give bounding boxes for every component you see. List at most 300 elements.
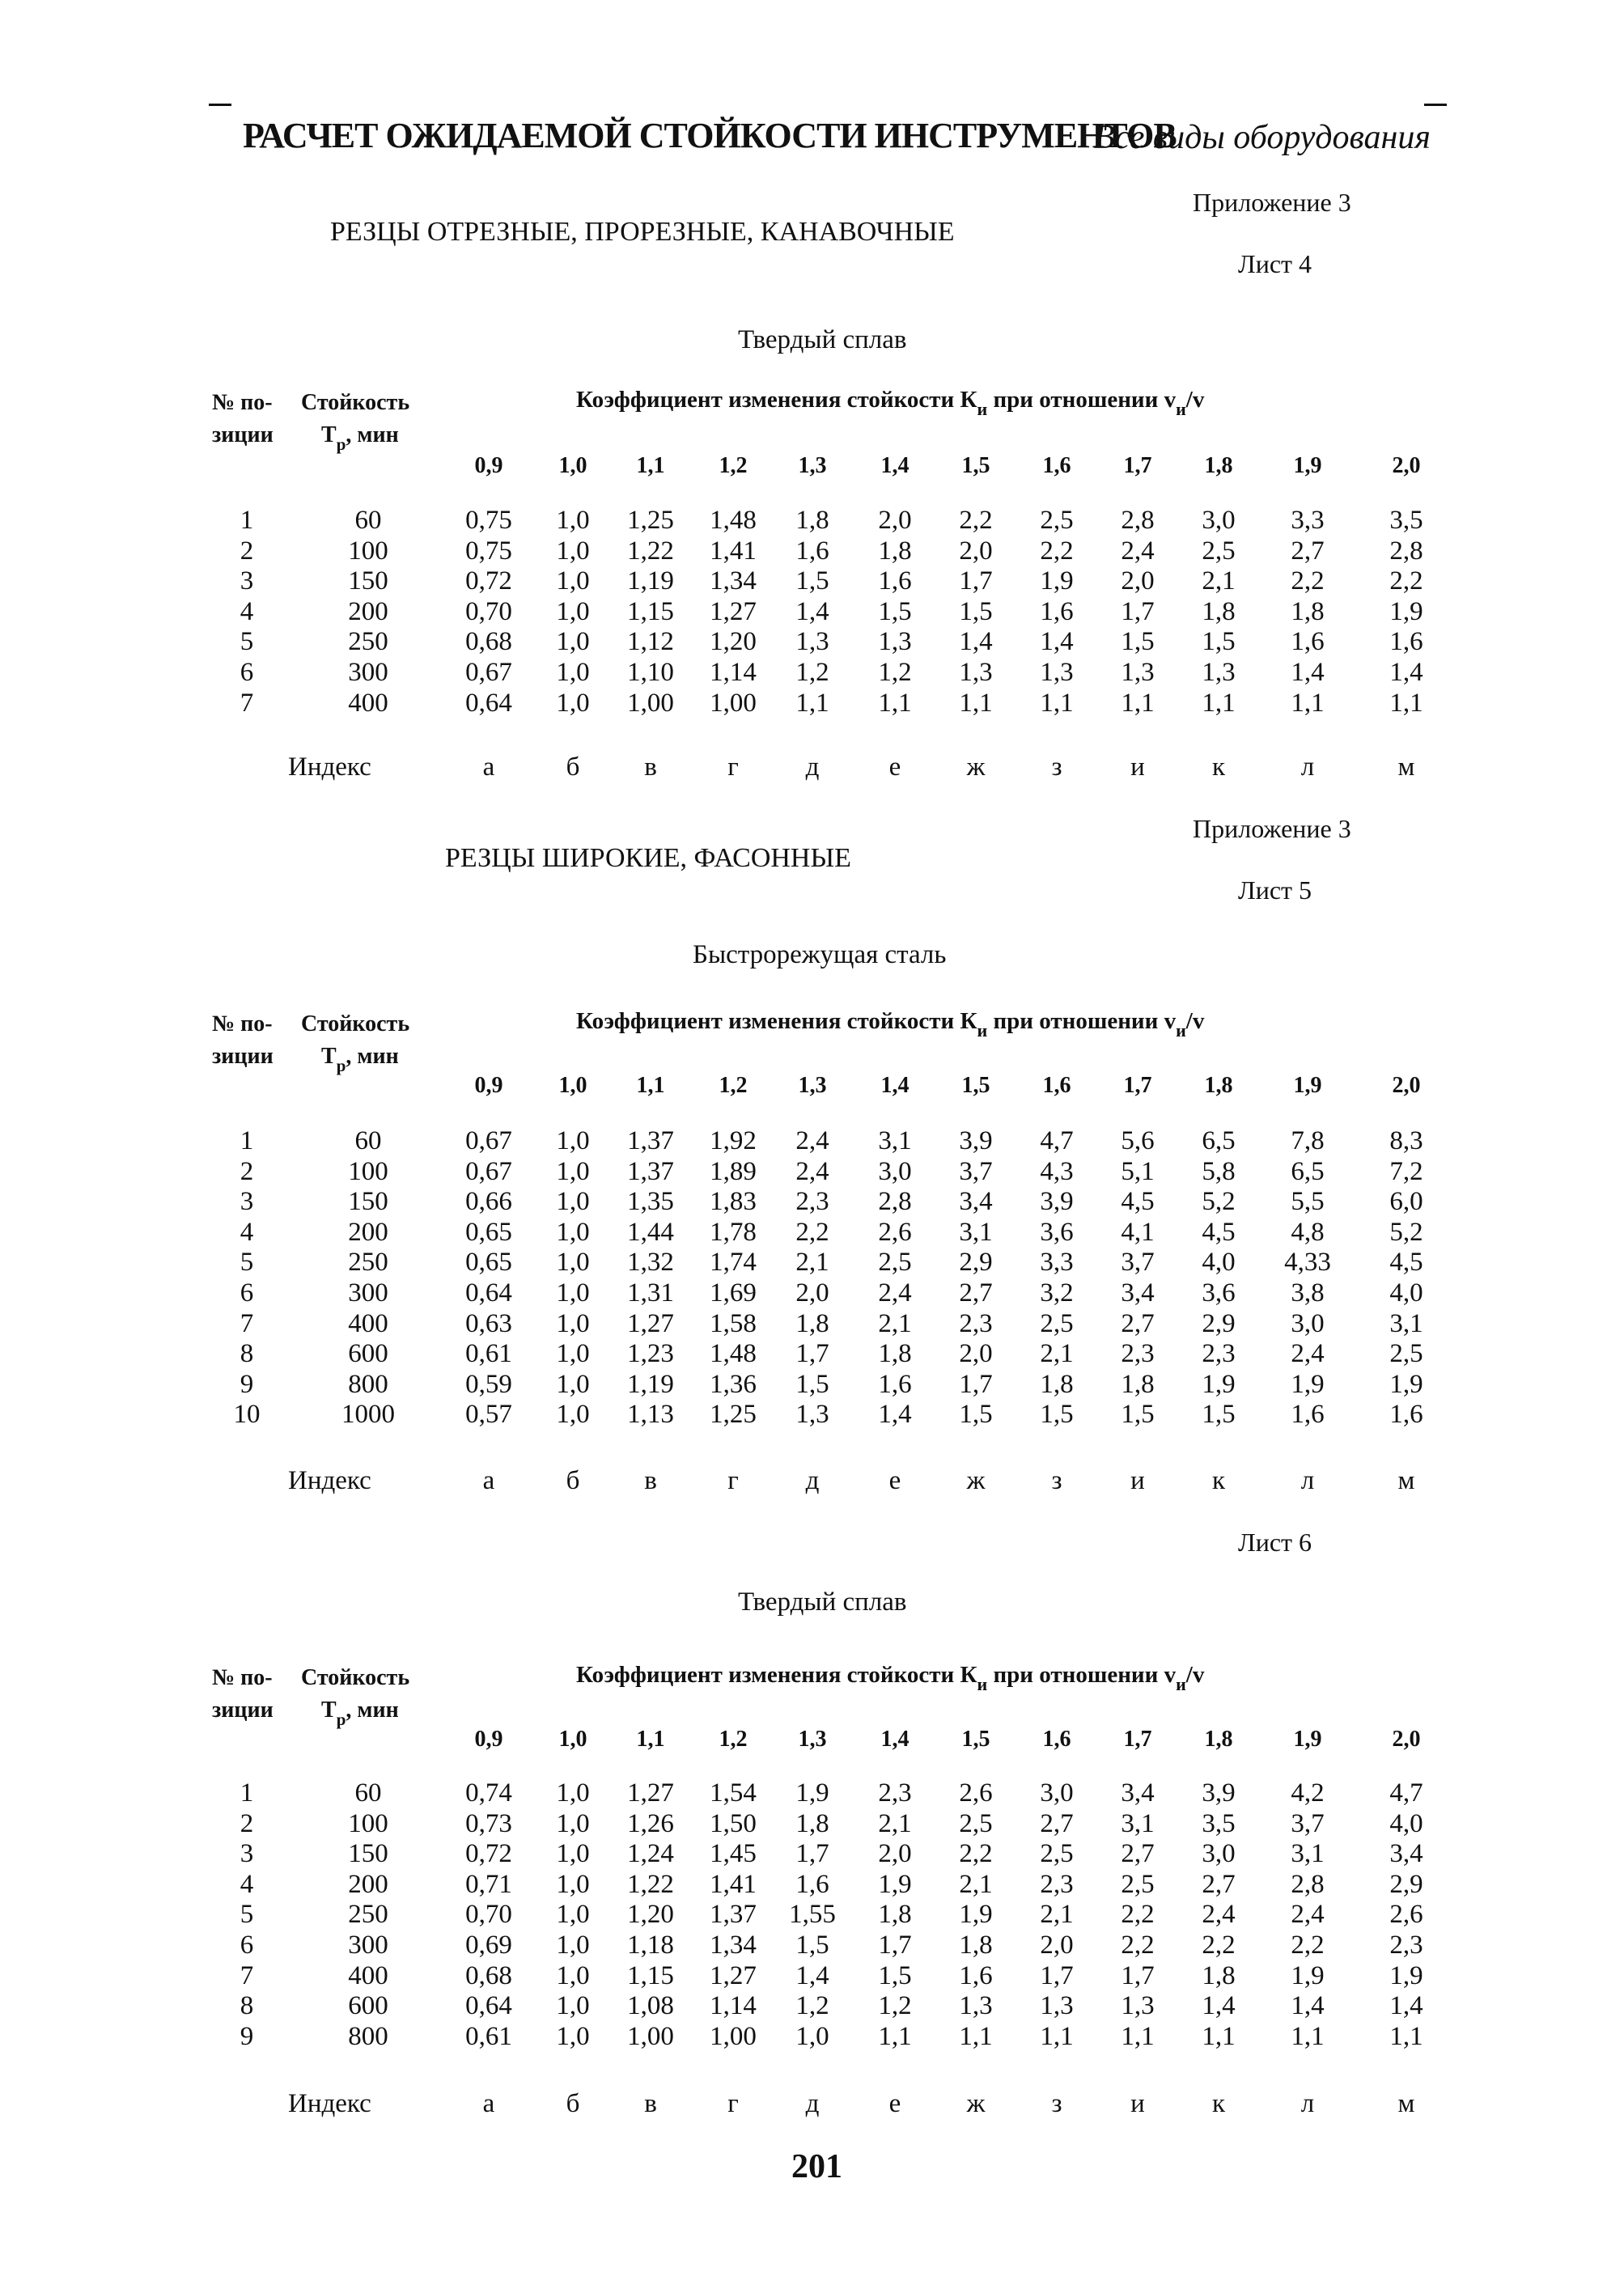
index-letter: в <box>644 1466 657 1495</box>
coefficient-cell: 1,1 <box>1040 689 1074 718</box>
coefficient-cell: 0,67 <box>465 1126 512 1155</box>
position-cell: 1 <box>240 506 254 535</box>
coefficient-cell: 1,23 <box>627 1339 674 1368</box>
coefficient-cell: 1,20 <box>710 627 757 656</box>
coefficient-cell: 1,8 <box>795 1309 829 1338</box>
coefficient-cell: 3,0 <box>1202 506 1236 535</box>
coefficient-cell: 1,25 <box>627 506 674 535</box>
coefficient-cell: 4,0 <box>1389 1809 1423 1838</box>
tool-life-cell: 250 <box>348 1900 388 1929</box>
coefficient-cell: 1,0 <box>556 1370 590 1399</box>
coefficient-cell: 2,5 <box>1389 1339 1423 1368</box>
position-cell: 4 <box>240 1870 254 1899</box>
position-cell: 5 <box>240 1248 254 1277</box>
tool-life-cell: 600 <box>348 1339 388 1368</box>
coefficient-cell: 2,1 <box>1202 566 1236 596</box>
ratio-header: 1,9 <box>1293 1073 1322 1098</box>
coefficient-cell: 1,1 <box>1389 689 1423 718</box>
coefficient-cell: 1,18 <box>627 1931 674 1960</box>
coefficient-cell: 2,4 <box>1291 1900 1325 1929</box>
coefficient-cell: 1,8 <box>1040 1370 1074 1399</box>
position-cell: 6 <box>240 1931 254 1960</box>
coefficient-cell: 4,5 <box>1202 1218 1236 1247</box>
coefficient-cell: 3,1 <box>878 1126 912 1155</box>
tool-life-header: Стойкость $Т_р$, мин <box>301 390 410 454</box>
coefficient-cell: 5,8 <box>1202 1157 1236 1186</box>
coefficient-cell: 4,5 <box>1389 1248 1423 1277</box>
coefficient-cell: 1,9 <box>1040 566 1074 596</box>
coefficient-cell: 1,9 <box>1389 597 1423 626</box>
coefficient-cell: 2,2 <box>1121 1900 1155 1929</box>
coefficient-cell: 3,0 <box>1202 1839 1236 1868</box>
coefficient-cell: 1,1 <box>1121 2022 1155 2051</box>
coefficient-cell: 0,72 <box>465 566 512 596</box>
coefficient-cell: 2,5 <box>1121 1870 1155 1899</box>
position-cell: 5 <box>240 1900 254 1929</box>
coefficient-cell: 0,72 <box>465 1839 512 1868</box>
coefficient-cell: 1,7 <box>795 1839 829 1868</box>
position-cell: 4 <box>240 597 254 626</box>
coefficient-cell: 1,1 <box>1291 689 1325 718</box>
coefficient-cell: 1,19 <box>627 1370 674 1399</box>
coefficient-cell: 2,3 <box>1121 1339 1155 1368</box>
coefficient-cell: 1,4 <box>1291 1991 1325 2020</box>
coefficient-cell: 0,59 <box>465 1370 512 1399</box>
coefficient-cell: 3,2 <box>1040 1278 1074 1308</box>
tool-life-header: Стойкость $Т_р$, мин <box>301 1011 410 1075</box>
coefficient-cell: 2,1 <box>878 1809 912 1838</box>
ratio-header: 1,4 <box>880 1727 910 1752</box>
coefficient-cell: 0,57 <box>465 1400 512 1429</box>
coefficient-cell: 1,10 <box>627 658 674 687</box>
tool-life-cell: 800 <box>348 2022 388 2051</box>
coefficient-cell: 1,1 <box>1202 2022 1236 2051</box>
coefficient-cell: 1,24 <box>627 1839 674 1868</box>
coefficient-cell: 1,0 <box>556 1870 590 1899</box>
coefficient-cell: 4,3 <box>1040 1157 1074 1186</box>
coefficient-cell: 1,0 <box>556 1931 590 1960</box>
coefficient-cell: 3,4 <box>1121 1278 1155 1308</box>
coefficient-cell: 1,2 <box>878 1991 912 2020</box>
coefficient-cell: 0,75 <box>465 506 512 535</box>
coefficient-cell: 1,0 <box>795 2022 829 2051</box>
tool-life-cell: 200 <box>348 1218 388 1247</box>
coefficient-cell: 1,48 <box>710 506 757 535</box>
coefficient-cell: 1,7 <box>878 1931 912 1960</box>
coefficient-cell: 7,8 <box>1291 1126 1325 1155</box>
coefficient-cell: 0,63 <box>465 1309 512 1338</box>
coefficient-cell: 1,19 <box>627 566 674 596</box>
coefficient-cell: 2,3 <box>959 1309 993 1338</box>
coefficient-cell: 1,89 <box>710 1157 757 1186</box>
position-cell: 4 <box>240 1218 254 1247</box>
coefficient-cell: 2,6 <box>1389 1900 1423 1929</box>
coefficient-cell: 0,61 <box>465 2022 512 2051</box>
coefficient-cell: 1,27 <box>627 1309 674 1338</box>
coefficient-cell: 1,0 <box>556 597 590 626</box>
ratio-header: 2,0 <box>1392 1073 1421 1098</box>
coefficient-cell: 1,0 <box>556 2022 590 2051</box>
ratio-header: 1,8 <box>1204 1073 1233 1098</box>
coefficient-cell: 1,27 <box>710 1961 757 1990</box>
coefficient-cell: 6,5 <box>1291 1157 1325 1186</box>
coefficient-cell: 1,2 <box>795 1991 829 2020</box>
position-cell: 2 <box>240 1157 254 1186</box>
coefficient-cell: 1,54 <box>710 1778 757 1808</box>
coefficient-cell: 0,64 <box>465 1278 512 1308</box>
coefficient-cell: 1,20 <box>627 1900 674 1929</box>
coefficient-cell: 1,2 <box>795 658 829 687</box>
coefficient-cell: 1,0 <box>556 627 590 656</box>
coefficient-cell: 3,3 <box>1040 1248 1074 1277</box>
coefficient-cell: 1,8 <box>878 1900 912 1929</box>
coefficient-header: Коэффициент изменения стойкости $К_и$ при отношении $v_и/v$ <box>576 1008 1205 1041</box>
tool-life-cell: 150 <box>348 1839 388 1868</box>
coefficient-cell: 2,7 <box>959 1278 993 1308</box>
index-letter: д <box>805 1466 820 1495</box>
coefficient-cell: 1,1 <box>878 2022 912 2051</box>
coefficient-cell: 1,48 <box>710 1339 757 1368</box>
position-cell: 10 <box>233 1400 261 1429</box>
coefficient-cell: 5,2 <box>1202 1187 1236 1216</box>
coefficient-cell: 1,1 <box>795 689 829 718</box>
ratio-header: 1,1 <box>636 1073 665 1098</box>
coefficient-cell: 1,3 <box>1121 1991 1155 2020</box>
annex-label: Приложение 3 <box>1193 814 1351 843</box>
index-letter: и <box>1130 1466 1145 1495</box>
coefficient-cell: 2,7 <box>1121 1839 1155 1868</box>
coefficient-cell: 2,3 <box>795 1187 829 1216</box>
ratio-header: 1,1 <box>636 453 665 478</box>
tool-life-cell: 300 <box>348 658 388 687</box>
tool-life-header: Стойкость $Т_р$, мин <box>301 1665 410 1729</box>
position-cell: 9 <box>240 1370 254 1399</box>
coefficient-cell: 1,0 <box>556 1900 590 1929</box>
coefficient-cell: 1,08 <box>627 1991 674 2020</box>
index-letter: ж <box>966 2089 986 2118</box>
coefficient-cell: 5,1 <box>1121 1157 1155 1186</box>
tool-life-cell: 60 <box>354 1126 382 1155</box>
coefficient-cell: 1,14 <box>710 658 757 687</box>
coefficient-cell: 1,0 <box>556 1187 590 1216</box>
coefficient-cell: 1,37 <box>627 1126 674 1155</box>
coefficient-cell: 4,0 <box>1202 1248 1236 1277</box>
coefficient-cell: 1,8 <box>1202 597 1236 626</box>
coefficient-cell: 1,1 <box>1202 689 1236 718</box>
tool-life-cell: 400 <box>348 1309 388 1338</box>
coefficient-cell: 1,3 <box>878 627 912 656</box>
coefficient-cell: 2,0 <box>1040 1931 1074 1960</box>
coefficient-cell: 1,6 <box>878 566 912 596</box>
index-letter: б <box>566 752 580 782</box>
section-title: РЕЗЦЫ ОТРЕЗНЫЕ, ПРОРЕЗНЫЕ, КАНАВОЧНЫЕ <box>330 217 955 247</box>
coefficient-cell: 1,5 <box>878 597 912 626</box>
coefficient-cell: 1,1 <box>959 2022 993 2051</box>
coefficient-cell: 4,1 <box>1121 1218 1155 1247</box>
ratio-header: 1,8 <box>1204 453 1233 478</box>
ratio-header: 1,1 <box>636 1727 665 1752</box>
coefficient-cell: 3,1 <box>1389 1309 1423 1338</box>
coefficient-cell: 1,3 <box>795 1400 829 1429</box>
coefficient-cell: 0,70 <box>465 1900 512 1929</box>
coefficient-cell: 1,0 <box>556 658 590 687</box>
coefficient-cell: 0,68 <box>465 627 512 656</box>
coefficient-cell: 1,7 <box>959 566 993 596</box>
coefficient-cell: 2,2 <box>1291 1931 1325 1960</box>
position-header: № по- зиции <box>212 1011 273 1069</box>
coefficient-cell: 1,25 <box>710 1400 757 1429</box>
coefficient-cell: 1,8 <box>795 1809 829 1838</box>
coefficient-cell: 1,1 <box>959 689 993 718</box>
coefficient-cell: 3,9 <box>959 1126 993 1155</box>
coefficient-cell: 2,1 <box>795 1248 829 1277</box>
index-letter: з <box>1051 2089 1062 2118</box>
coefficient-cell: 2,4 <box>878 1278 912 1308</box>
coefficient-cell: 4,7 <box>1389 1778 1423 1808</box>
coefficient-cell: 1,3 <box>795 627 829 656</box>
coefficient-cell: 1,5 <box>795 566 829 596</box>
index-letter: л <box>1300 2089 1315 2118</box>
coefficient-cell: 2,2 <box>1291 566 1325 596</box>
coefficient-cell: 0,74 <box>465 1778 512 1808</box>
coefficient-cell: 3,4 <box>1121 1778 1155 1808</box>
table-header <box>0 1662 1624 1751</box>
coefficient-cell: 1,8 <box>878 1339 912 1368</box>
coefficient-cell: 1,4 <box>1202 1991 1236 2020</box>
coefficient-cell: 2,6 <box>878 1218 912 1247</box>
coefficient-cell: 2,4 <box>1121 536 1155 566</box>
coefficient-cell: 0,69 <box>465 1931 512 1960</box>
position-cell: 6 <box>240 658 254 687</box>
coefficient-cell: 1,1 <box>1291 2022 1325 2051</box>
coefficient-cell: 1,0 <box>556 1248 590 1277</box>
coefficient-cell: 3,4 <box>1389 1839 1423 1868</box>
coefficient-cell: 1,9 <box>1291 1370 1325 1399</box>
coefficient-cell: 4,8 <box>1291 1218 1325 1247</box>
index-letter: и <box>1130 2089 1145 2118</box>
coefficient-cell: 2,2 <box>1202 1931 1236 1960</box>
coefficient-cell: 1,4 <box>878 1400 912 1429</box>
coefficient-cell: 1,3 <box>959 658 993 687</box>
coefficient-cell: 3,9 <box>1040 1187 1074 1216</box>
material-label: Твердый сплав <box>738 325 907 354</box>
ratio-header: 1,2 <box>719 1073 748 1098</box>
index-letter: м <box>1397 752 1415 782</box>
tool-life-cell: 150 <box>348 1187 388 1216</box>
position-cell: 9 <box>240 2022 254 2051</box>
index-letter: г <box>727 752 739 782</box>
coefficient-cell: 2,4 <box>1202 1900 1236 1929</box>
index-letter: е <box>888 752 901 782</box>
coefficient-cell: 2,2 <box>795 1218 829 1247</box>
coefficient-cell: 1,0 <box>556 1961 590 1990</box>
coefficient-cell: 7,2 <box>1389 1157 1423 1186</box>
ratio-header: 2,0 <box>1392 453 1421 478</box>
coefficient-cell: 0,64 <box>465 1991 512 2020</box>
coefficient-cell: 1,15 <box>627 597 674 626</box>
corner-mark-left <box>209 104 231 106</box>
page-header-equipment: Все виды оборудования <box>1094 119 1431 156</box>
coefficient-cell: 0,71 <box>465 1870 512 1899</box>
index-letter: к <box>1211 752 1226 782</box>
ratio-header: 1,3 <box>798 1073 827 1098</box>
coefficient-cell: 1,1 <box>1121 689 1155 718</box>
coefficient-cell: 2,3 <box>1202 1339 1236 1368</box>
coefficient-cell: 1,3 <box>1121 658 1155 687</box>
coefficient-cell: 1,4 <box>1040 627 1074 656</box>
coefficient-cell: 1,5 <box>1202 1400 1236 1429</box>
ratio-header: 1,0 <box>558 1073 587 1098</box>
tool-life-cell: 60 <box>354 506 382 535</box>
position-cell: 3 <box>240 1839 254 1868</box>
table-header <box>0 1008 1624 1097</box>
coefficient-cell: 2,8 <box>878 1187 912 1216</box>
tool-life-cell: 800 <box>348 1370 388 1399</box>
coefficient-cell: 1,0 <box>556 1157 590 1186</box>
coefficient-cell: 2,8 <box>1291 1870 1325 1899</box>
ratio-header: 1,7 <box>1123 1073 1152 1098</box>
coefficient-cell: 1,4 <box>1389 658 1423 687</box>
coefficient-cell: 1,35 <box>627 1187 674 1216</box>
coefficient-cell: 1,14 <box>710 1991 757 2020</box>
coefficient-cell: 2,7 <box>1202 1870 1236 1899</box>
ratio-header: 0,9 <box>474 1073 503 1098</box>
index-letter: б <box>566 2089 580 2118</box>
coefficient-cell: 0,67 <box>465 658 512 687</box>
sheet-label: Лист 5 <box>1238 875 1312 905</box>
coefficient-cell: 1,4 <box>959 627 993 656</box>
coefficient-cell: 3,9 <box>1202 1778 1236 1808</box>
coefficient-cell: 1,7 <box>795 1339 829 1368</box>
page-header-title: РАСЧЕТ ОЖИДАЕМОЙ СТОЙКОСТИ ИНСТРУМЕНТОВ <box>243 116 1177 155</box>
coefficient-header: Коэффициент изменения стойкости $К_и$ при отношении $v_и/v$ <box>576 1662 1205 1694</box>
material-label: Твердый сплав <box>738 1587 907 1617</box>
coefficient-cell: 2,2 <box>1040 536 1074 566</box>
position-cell: 3 <box>240 566 254 596</box>
ratio-header: 2,0 <box>1392 1727 1421 1752</box>
coefficient-cell: 1,37 <box>710 1900 757 1929</box>
tool-life-cell: 100 <box>348 1809 388 1838</box>
coefficient-cell: 2,9 <box>1202 1309 1236 1338</box>
coefficient-cell: 4,7 <box>1040 1126 1074 1155</box>
ratio-header: 0,9 <box>474 453 503 478</box>
coefficient-cell: 1,5 <box>1040 1400 1074 1429</box>
coefficient-cell: 1,5 <box>795 1370 829 1399</box>
index-letter: а <box>482 1466 495 1495</box>
coefficient-cell: 2,9 <box>1389 1870 1423 1899</box>
coefficient-cell: 1,6 <box>1389 627 1423 656</box>
coefficient-cell: 2,5 <box>959 1809 993 1838</box>
coefficient-cell: 1,0 <box>556 1218 590 1247</box>
ratio-header: 1,0 <box>558 453 587 478</box>
coefficient-cell: 0,75 <box>465 536 512 566</box>
section-title: РЕЗЦЫ ШИРОКИЕ, ФАСОННЫЕ <box>445 843 851 873</box>
coefficient-cell: 2,2 <box>1389 566 1423 596</box>
ratio-header: 1,2 <box>719 453 748 478</box>
position-cell: 7 <box>240 689 254 718</box>
coefficient-cell: 8,3 <box>1389 1126 1423 1155</box>
page-number: 201 <box>791 2148 842 2185</box>
tool-life-cell: 100 <box>348 1157 388 1186</box>
position-cell: 8 <box>240 1991 254 2020</box>
coefficient-cell: 1,00 <box>627 689 674 718</box>
index-letter: к <box>1211 1466 1226 1495</box>
coefficient-cell: 1,69 <box>710 1278 757 1308</box>
coefficient-cell: 1,5 <box>795 1931 829 1960</box>
coefficient-cell: 1,4 <box>1291 658 1325 687</box>
coefficient-cell: 3,6 <box>1202 1278 1236 1308</box>
coefficient-cell: 1,9 <box>959 1900 993 1929</box>
sheet-label: Лист 4 <box>1238 249 1312 278</box>
coefficient-cell: 1,22 <box>627 1870 674 1899</box>
ratio-header: 1,4 <box>880 453 910 478</box>
coefficient-cell: 1,74 <box>710 1248 757 1277</box>
coefficient-cell: 4,5 <box>1121 1187 1155 1216</box>
tool-life-cell: 150 <box>348 566 388 596</box>
coefficient-cell: 1,41 <box>710 1870 757 1899</box>
coefficient-cell: 3,7 <box>1291 1809 1325 1838</box>
coefficient-cell: 2,7 <box>1040 1809 1074 1838</box>
coefficient-cell: 4,33 <box>1284 1248 1331 1277</box>
coefficient-cell: 1,44 <box>627 1218 674 1247</box>
tool-life-cell: 200 <box>348 1870 388 1899</box>
coefficient-cell: 3,7 <box>959 1157 993 1186</box>
coefficient-cell: 1,9 <box>1389 1370 1423 1399</box>
coefficient-cell: 1,6 <box>959 1961 993 1990</box>
position-cell: 5 <box>240 627 254 656</box>
ratio-header: 1,5 <box>961 453 990 478</box>
coefficient-cell: 6,5 <box>1202 1126 1236 1155</box>
coefficient-cell: 1,6 <box>1291 1400 1325 1429</box>
coefficient-cell: 1,8 <box>878 536 912 566</box>
index-letter: е <box>888 1466 901 1495</box>
coefficient-cell: 0,70 <box>465 597 512 626</box>
coefficient-cell: 3,6 <box>1040 1218 1074 1247</box>
index-letter: ж <box>966 752 986 782</box>
coefficient-cell: 1,92 <box>710 1126 757 1155</box>
coefficient-cell: 1,0 <box>556 1991 590 2020</box>
coefficient-cell: 1,0 <box>556 1778 590 1808</box>
coefficient-cell: 2,1 <box>959 1870 993 1899</box>
coefficient-cell: 3,4 <box>959 1187 993 1216</box>
coefficient-cell: 2,7 <box>1121 1309 1155 1338</box>
coefficient-cell: 1,34 <box>710 566 757 596</box>
coefficient-cell: 2,0 <box>878 1839 912 1868</box>
index-letter: л <box>1300 752 1315 782</box>
index-letter: д <box>805 2089 820 2118</box>
coefficient-cell: 1,41 <box>710 536 757 566</box>
coefficient-cell: 1,9 <box>1389 1961 1423 1990</box>
annex-label: Приложение 3 <box>1193 188 1351 217</box>
coefficient-cell: 2,4 <box>795 1157 829 1186</box>
ratio-header: 1,2 <box>719 1727 748 1752</box>
coefficient-cell: 2,2 <box>1121 1931 1155 1960</box>
coefficient-cell: 1,45 <box>710 1839 757 1868</box>
coefficient-cell: 1,5 <box>959 597 993 626</box>
coefficient-header: Коэффициент изменения стойкости $К_и$ при отношении $v_и/v$ <box>576 387 1205 419</box>
tool-life-cell: 300 <box>348 1931 388 1960</box>
coefficient-cell: 1,36 <box>710 1370 757 1399</box>
coefficient-cell: 1,58 <box>710 1309 757 1338</box>
table-header <box>0 387 1624 476</box>
material-label: Быстрорежущая сталь <box>693 940 947 969</box>
ratio-header: 1,6 <box>1042 1727 1071 1752</box>
coefficient-cell: 1,5 <box>878 1961 912 1990</box>
position-cell: 1 <box>240 1126 254 1155</box>
coefficient-cell: 1,00 <box>710 689 757 718</box>
coefficient-cell: 1,4 <box>795 1961 829 1990</box>
coefficient-cell: 1,27 <box>710 597 757 626</box>
